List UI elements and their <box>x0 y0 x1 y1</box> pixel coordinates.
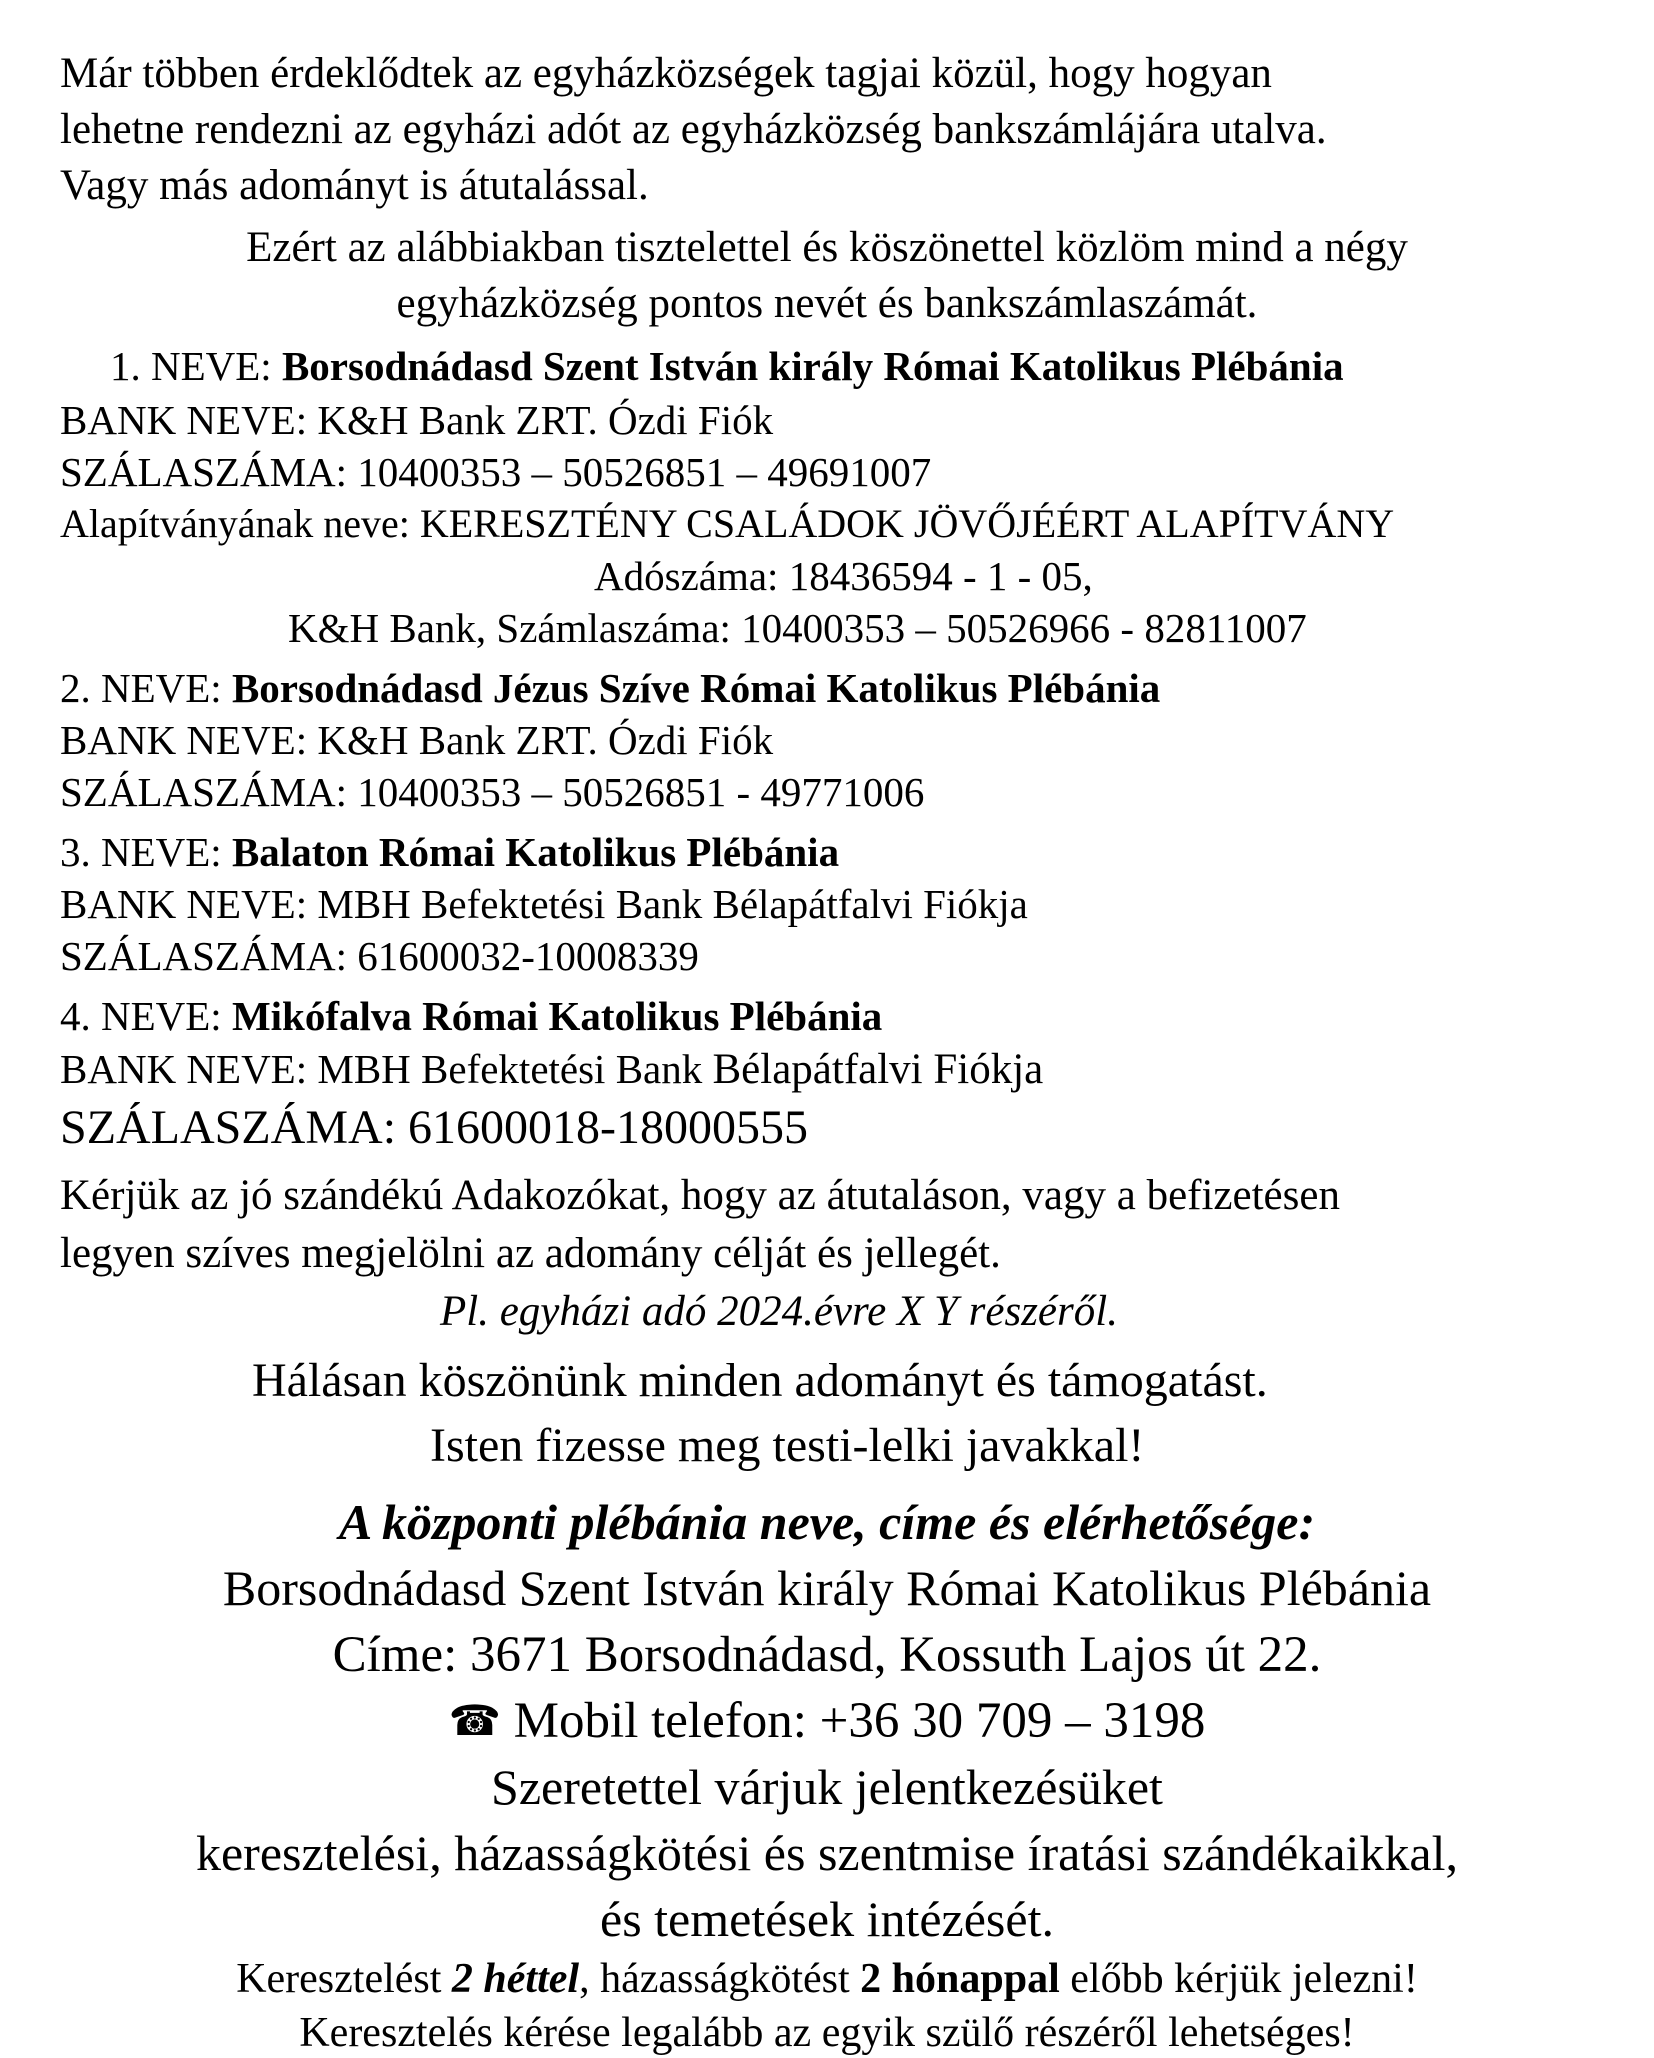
request-example: Pl. egyházi adó 2024.évre X Y részéről. <box>440 1288 1118 1335</box>
notice-text: Keresztelést <box>236 1956 452 2002</box>
intro-line-4: Ezért az alábbiakban tisztelettel és köszönettel közlöm mind a négy <box>246 224 1408 271</box>
phone-number: Mobil telefon: +36 30 709 – 3198 <box>500 1693 1206 1749</box>
entry-1-account: SZÁLASZÁMA: 10400353 – 50526851 – 49691007 <box>60 449 932 495</box>
intro-line-1: Már többen érdeklődtek az egyházközségek tagjai közül, hogy hogyan <box>60 50 1272 97</box>
telephone-icon: ☎ <box>448 1699 501 1745</box>
entry-prefix: 2. NEVE: <box>60 665 232 711</box>
intro-line-5: egyházközség pontos nevét és bankszámlaszámát. <box>396 280 1258 327</box>
entry-1-bank: BANK NEVE: K&H Bank ZRT. Ózdi Fiók <box>60 397 774 443</box>
parish-name: Borsodnádasd Jézus Szíve Római Katolikus Plébánia <box>231 665 1161 711</box>
contact-phone <box>0 1693 1654 1749</box>
notice-text: előbb kérjük jelezni! <box>1059 1956 1418 2002</box>
contact-heading: A központi plébánia neve, címe és elérhetősége: <box>338 1494 1316 1550</box>
entry-1-foundation-account: K&H Bank, Számlaszáma: 10400353 – 50526966 - 82811007 <box>288 605 1307 651</box>
intro-line-2: lehetne rendezni az egyházi adót az egyházközség bankszámlájára utalva. <box>60 106 1327 153</box>
intro-line-3: Vagy más adományt is átutalással. <box>60 162 649 209</box>
thanks-line-2: Isten fizesse meg testi-lelki javakkal! <box>430 1419 1145 1472</box>
entry-prefix: 3. NEVE: <box>60 829 232 875</box>
entry-3-account: SZÁLASZÁMA: 61600032-10008339 <box>60 933 699 979</box>
notice-text: , házasságkötést <box>579 1956 861 2002</box>
entry-2-bank: BANK NEVE: K&H Bank ZRT. Ózdi Fiók <box>60 717 774 763</box>
welcome-line-3: és temetések intézését. <box>600 1891 1054 1947</box>
notice-line-2: Keresztelés kérése legalább az egyik szülő részéről lehetséges! <box>299 2010 1355 2056</box>
entry-3-bank: BANK NEVE: MBH Befektetési Bank Bélapátfalvi Fiókja <box>60 881 1028 927</box>
entry-2-account: SZÁLASZÁMA: 10400353 – 50526851 - 49771006 <box>60 769 925 815</box>
entry-prefix: 1. NEVE: <box>110 343 282 389</box>
notice-emphasis: 2 hónappal <box>860 1956 1060 2002</box>
welcome-line-1: Szeretettel várjuk jelentkezésüket <box>491 1759 1163 1815</box>
entry-4-bank-label: BANK NEVE: MBH Befektetési Bank <box>60 1046 713 1092</box>
entry-4-name-line <box>60 993 883 1039</box>
entry-1-tax-number: Adószáma: 18436594 - 1 - 05, <box>594 553 1093 599</box>
contact-address: Címe: 3671 Borsodnádasd, Kossuth Lajos út 22. <box>332 1627 1322 1683</box>
request-line-2: legyen szíves megjelölni az adomány célját és jellegét. <box>60 1230 1001 1277</box>
entry-4-account: SZÁLASZÁMA: 61600018-18000555 <box>60 1101 809 1154</box>
entry-4-bank-branch: Bélapátfalvi Fiókja <box>712 1046 1044 1093</box>
contact-parish: Borsodnádasd Szent István király Római Katolikus Plébánia <box>222 1560 1432 1616</box>
parish-name: Balaton Római Katolikus Plébánia <box>231 829 840 875</box>
notice-emphasis: 2 héttel <box>451 1956 580 2002</box>
entry-1-name-line <box>110 343 1344 389</box>
parish-name: Borsodnádasd Szent István király Római Katolikus Plébánia <box>281 343 1344 389</box>
notice-line-1 <box>0 1958 1654 2000</box>
entry-4-bank <box>60 1048 1043 1091</box>
entry-1-foundation: Alapítványának neve: KERESZTÉNY CSALÁDOK JÖVŐJÉÉRT ALAPÍTVÁNY <box>60 501 1395 546</box>
entry-2-name-line <box>60 665 1161 711</box>
thanks-line-1: Hálásan köszönünk minden adományt és támogatást. <box>252 1354 1268 1407</box>
entry-3-name-line <box>60 829 840 875</box>
entry-prefix: 4. NEVE: <box>60 993 232 1039</box>
welcome-line-2: keresztelési, házasságkötési és szentmise íratási szándékaikkal, <box>195 1825 1458 1881</box>
parish-name: Mikófalva Római Katolikus Plébánia <box>231 993 883 1039</box>
request-line-1: Kérjük az jó szándékú Adakozókat, hogy az átutaláson, vagy a befizetésen <box>60 1172 1340 1219</box>
